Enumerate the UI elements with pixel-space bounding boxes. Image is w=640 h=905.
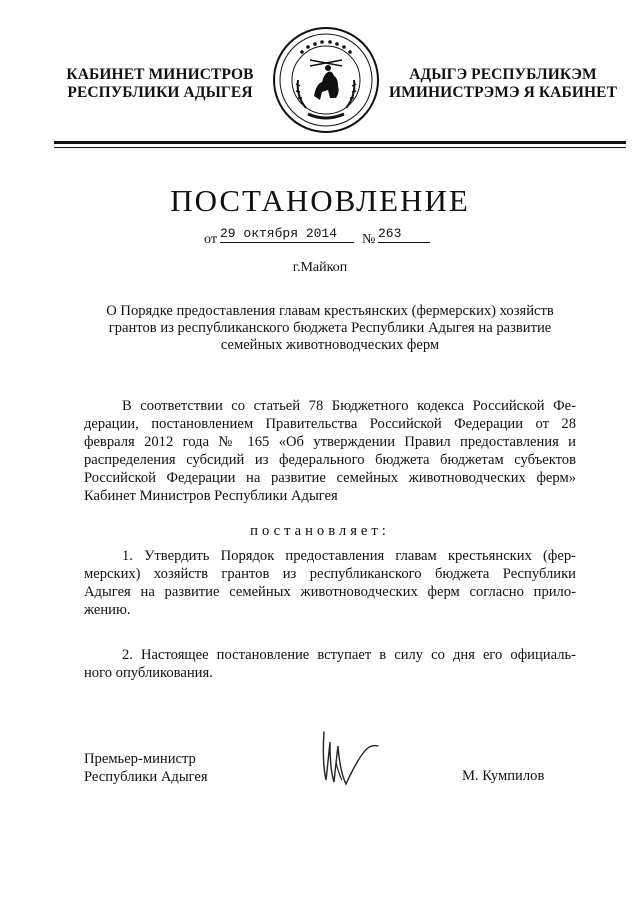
position-line-2: Республики Адыгея (84, 769, 208, 785)
issuer-line-1-adyghe: АДЫГЭ РЕСПУБЛИКЭМ (409, 66, 597, 83)
signatory-name: М. Кумпилов (462, 768, 545, 784)
decree-word: постановляет: (250, 523, 390, 539)
signatory-position (84, 750, 208, 786)
issuer-name-russian (60, 66, 260, 102)
subject-line-3: семейных животноводческих ферм (220, 337, 440, 353)
issuer-line-1: КАБИНЕТ МИНИСТРОВ (66, 66, 254, 83)
preamble-line: февраля 2012 года № 165 «Об утверждении Правил предоставления и (84, 434, 576, 450)
date-prefix: от (204, 232, 217, 247)
city: г.Майкоп (292, 260, 348, 275)
clause-2-paragraph (84, 646, 576, 682)
clause-2-line: 2. Настоящее постановление вступает в силу со дня его официаль- (122, 647, 576, 663)
document-date: 29 октября 2014 (220, 226, 354, 243)
coat-of-arms-seal-icon (272, 26, 380, 134)
preamble-line: Кабинет Министров Республики Адыгея (84, 488, 338, 504)
preamble-line: В соответствии со статьей 78 Бюджетного кодекса Российской Фе- (122, 398, 576, 414)
issuer-name-adyghe (384, 66, 622, 102)
header-rule-thin (54, 147, 626, 148)
clause-1-line: Адыгея на развитие семейных животноводческих ферм согласно прило- (84, 584, 576, 600)
clause-2-line: ного опубликования. (84, 665, 213, 681)
document-title: ПОСТАНОВЛЕНИЕ (170, 183, 470, 218)
preamble-line: дерации, постановлением Правительства Российской Федерации от 28 (84, 416, 576, 432)
number-prefix: № (362, 232, 376, 247)
clause-1-line: жению. (84, 602, 131, 618)
document-subject (80, 303, 580, 354)
subject-line-2: грантов из республиканского бюджета Республики Адыгея на развитие (108, 320, 552, 336)
handwritten-signature-icon (316, 722, 386, 792)
preamble-line: распределения субсидий из федерального бюджета бюджетам субъектов (84, 452, 576, 468)
preamble-paragraph (84, 397, 576, 505)
document-number: 263 (378, 226, 430, 243)
header-rule-thick (54, 141, 626, 144)
preamble-line: Российской Федерации на развитие семейных животноводческих ферм» (84, 470, 576, 486)
issuer-line-2: РЕСПУБЛИКИ АДЫГЕЯ (67, 84, 253, 101)
position-line-1: Премьер-министр (84, 751, 196, 767)
issuer-line-2-adyghe: ИМИНИСТРЭМЭ Я КАБИНЕТ (388, 84, 618, 101)
subject-line-1: О Порядке предоставления главам крестьянских (фермерских) хозяйств (106, 303, 554, 319)
clause-1-line: 1. Утвердить Порядок предоставления главам крестьянских (фер- (122, 548, 576, 564)
clause-1-line: мерских) хозяйств грантов из республиканского бюджета Республики (84, 566, 576, 582)
clause-1-paragraph (84, 547, 576, 619)
